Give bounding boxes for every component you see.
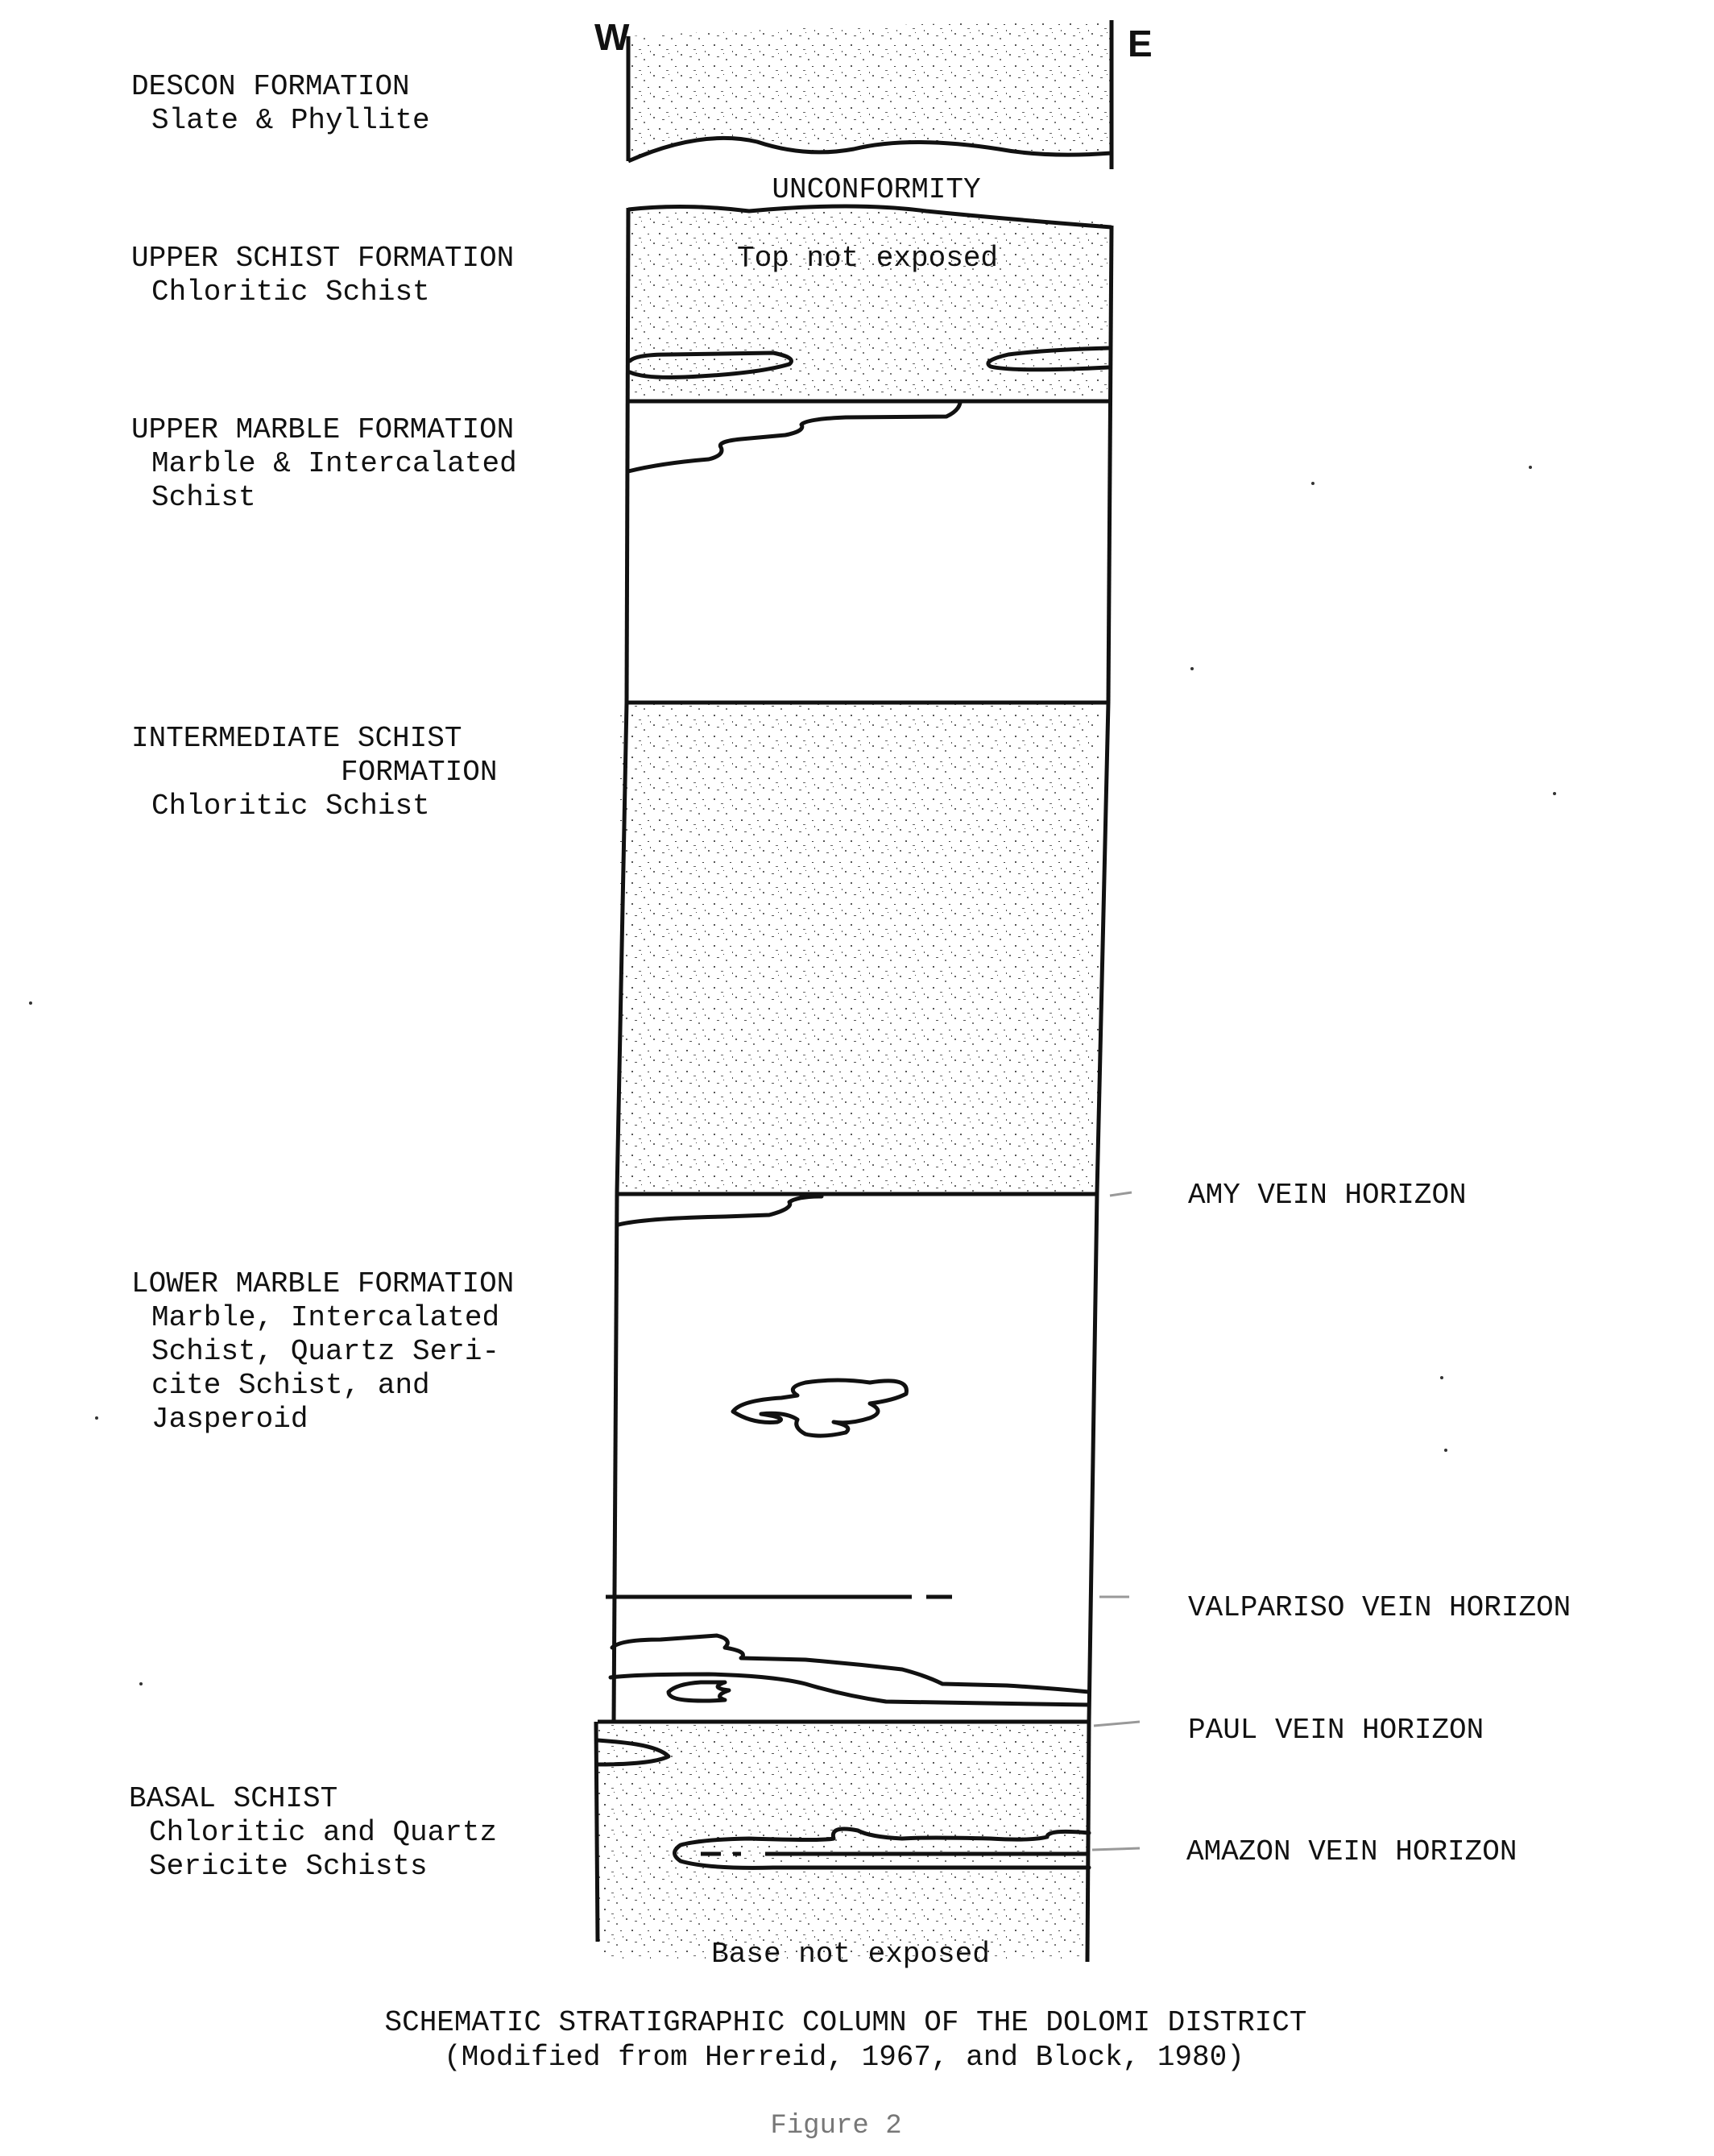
- formation-label-descon: [131, 70, 430, 137]
- paul-horizon-tick: [1094, 1722, 1140, 1726]
- amazon-horizon-tick: [1092, 1848, 1140, 1850]
- formation-lithology: Marble & Intercalated: [151, 447, 517, 480]
- upper-marble-tongue: [628, 403, 960, 471]
- base-not-exposed-note: Base not exposed: [711, 1938, 990, 1971]
- intermediate-schist-fill: [620, 703, 1099, 1192]
- formation-label-upper-marble: [131, 413, 517, 514]
- formation-name: DESCON FORMATION: [131, 70, 410, 103]
- lower-marble-lens: [733, 1380, 906, 1436]
- figure-number: Figure 2: [770, 2111, 902, 2141]
- formation-lithology: Marble, Intercalated: [151, 1301, 500, 1334]
- amy-vein-horizon-label: AMY VEIN HORIZON: [1188, 1179, 1467, 1212]
- formation-lithology: Jasperoid: [151, 1403, 308, 1436]
- intermediate-schist-tongue: [619, 1196, 822, 1225]
- formation-label-upper-schist: [131, 242, 514, 309]
- formation-label-lower-marble: [131, 1267, 514, 1436]
- formation-name: UPPER SCHIST FORMATION: [131, 242, 515, 275]
- lower-marble-basal-lenses: [611, 1636, 1089, 1705]
- formation-name: UPPER MARBLE FORMATION: [131, 413, 515, 446]
- upper-schist-fill: [628, 206, 1107, 401]
- figure-caption-title: SCHEMATIC STRATIGRAPHIC COLUMN OF THE DOLOMI DISTRICT: [384, 2006, 1307, 2039]
- paul-vein-horizon-label: PAUL VEIN HORIZON: [1188, 1714, 1484, 1747]
- formation-lithology: Sericite Schists: [149, 1850, 428, 1883]
- formation-lithology: Chloritic Schist: [151, 276, 430, 309]
- formation-label-basal-schist: [129, 1782, 497, 1883]
- amazon-vein-horizon-label: AMAZON VEIN HORIZON: [1186, 1835, 1517, 1868]
- formation-label-intermediate-schist: [131, 722, 497, 823]
- valpariso-vein-horizon-label: VALPARISO VEIN HORIZON: [1188, 1591, 1571, 1624]
- unconformity-label: UNCONFORMITY: [772, 173, 981, 206]
- formation-lithology: Chloritic Schist: [151, 790, 430, 823]
- formation-lithology: Slate & Phyllite: [151, 104, 430, 137]
- formation-name: BASAL SCHIST: [129, 1782, 338, 1815]
- east-label: E: [1128, 23, 1153, 64]
- amy-horizon-tick: [1110, 1192, 1132, 1196]
- formation-lithology: cite Schist, and: [151, 1369, 430, 1402]
- formation-name: LOWER MARBLE FORMATION: [131, 1267, 515, 1300]
- formation-lithology: Schist: [151, 481, 256, 514]
- formation-lithology: Chloritic and Quartz: [149, 1816, 498, 1849]
- formation-name: FORMATION: [341, 756, 498, 789]
- west-label: W: [594, 16, 630, 58]
- formation-lithology: Schist, Quartz Seri-: [151, 1335, 500, 1368]
- figure-caption-subtitle: (Modified from Herreid, 1967, and Block, 1980): [444, 2041, 1244, 2074]
- top-not-exposed-note: Top not exposed: [736, 242, 999, 275]
- formation-name: INTERMEDIATE SCHIST: [131, 722, 462, 755]
